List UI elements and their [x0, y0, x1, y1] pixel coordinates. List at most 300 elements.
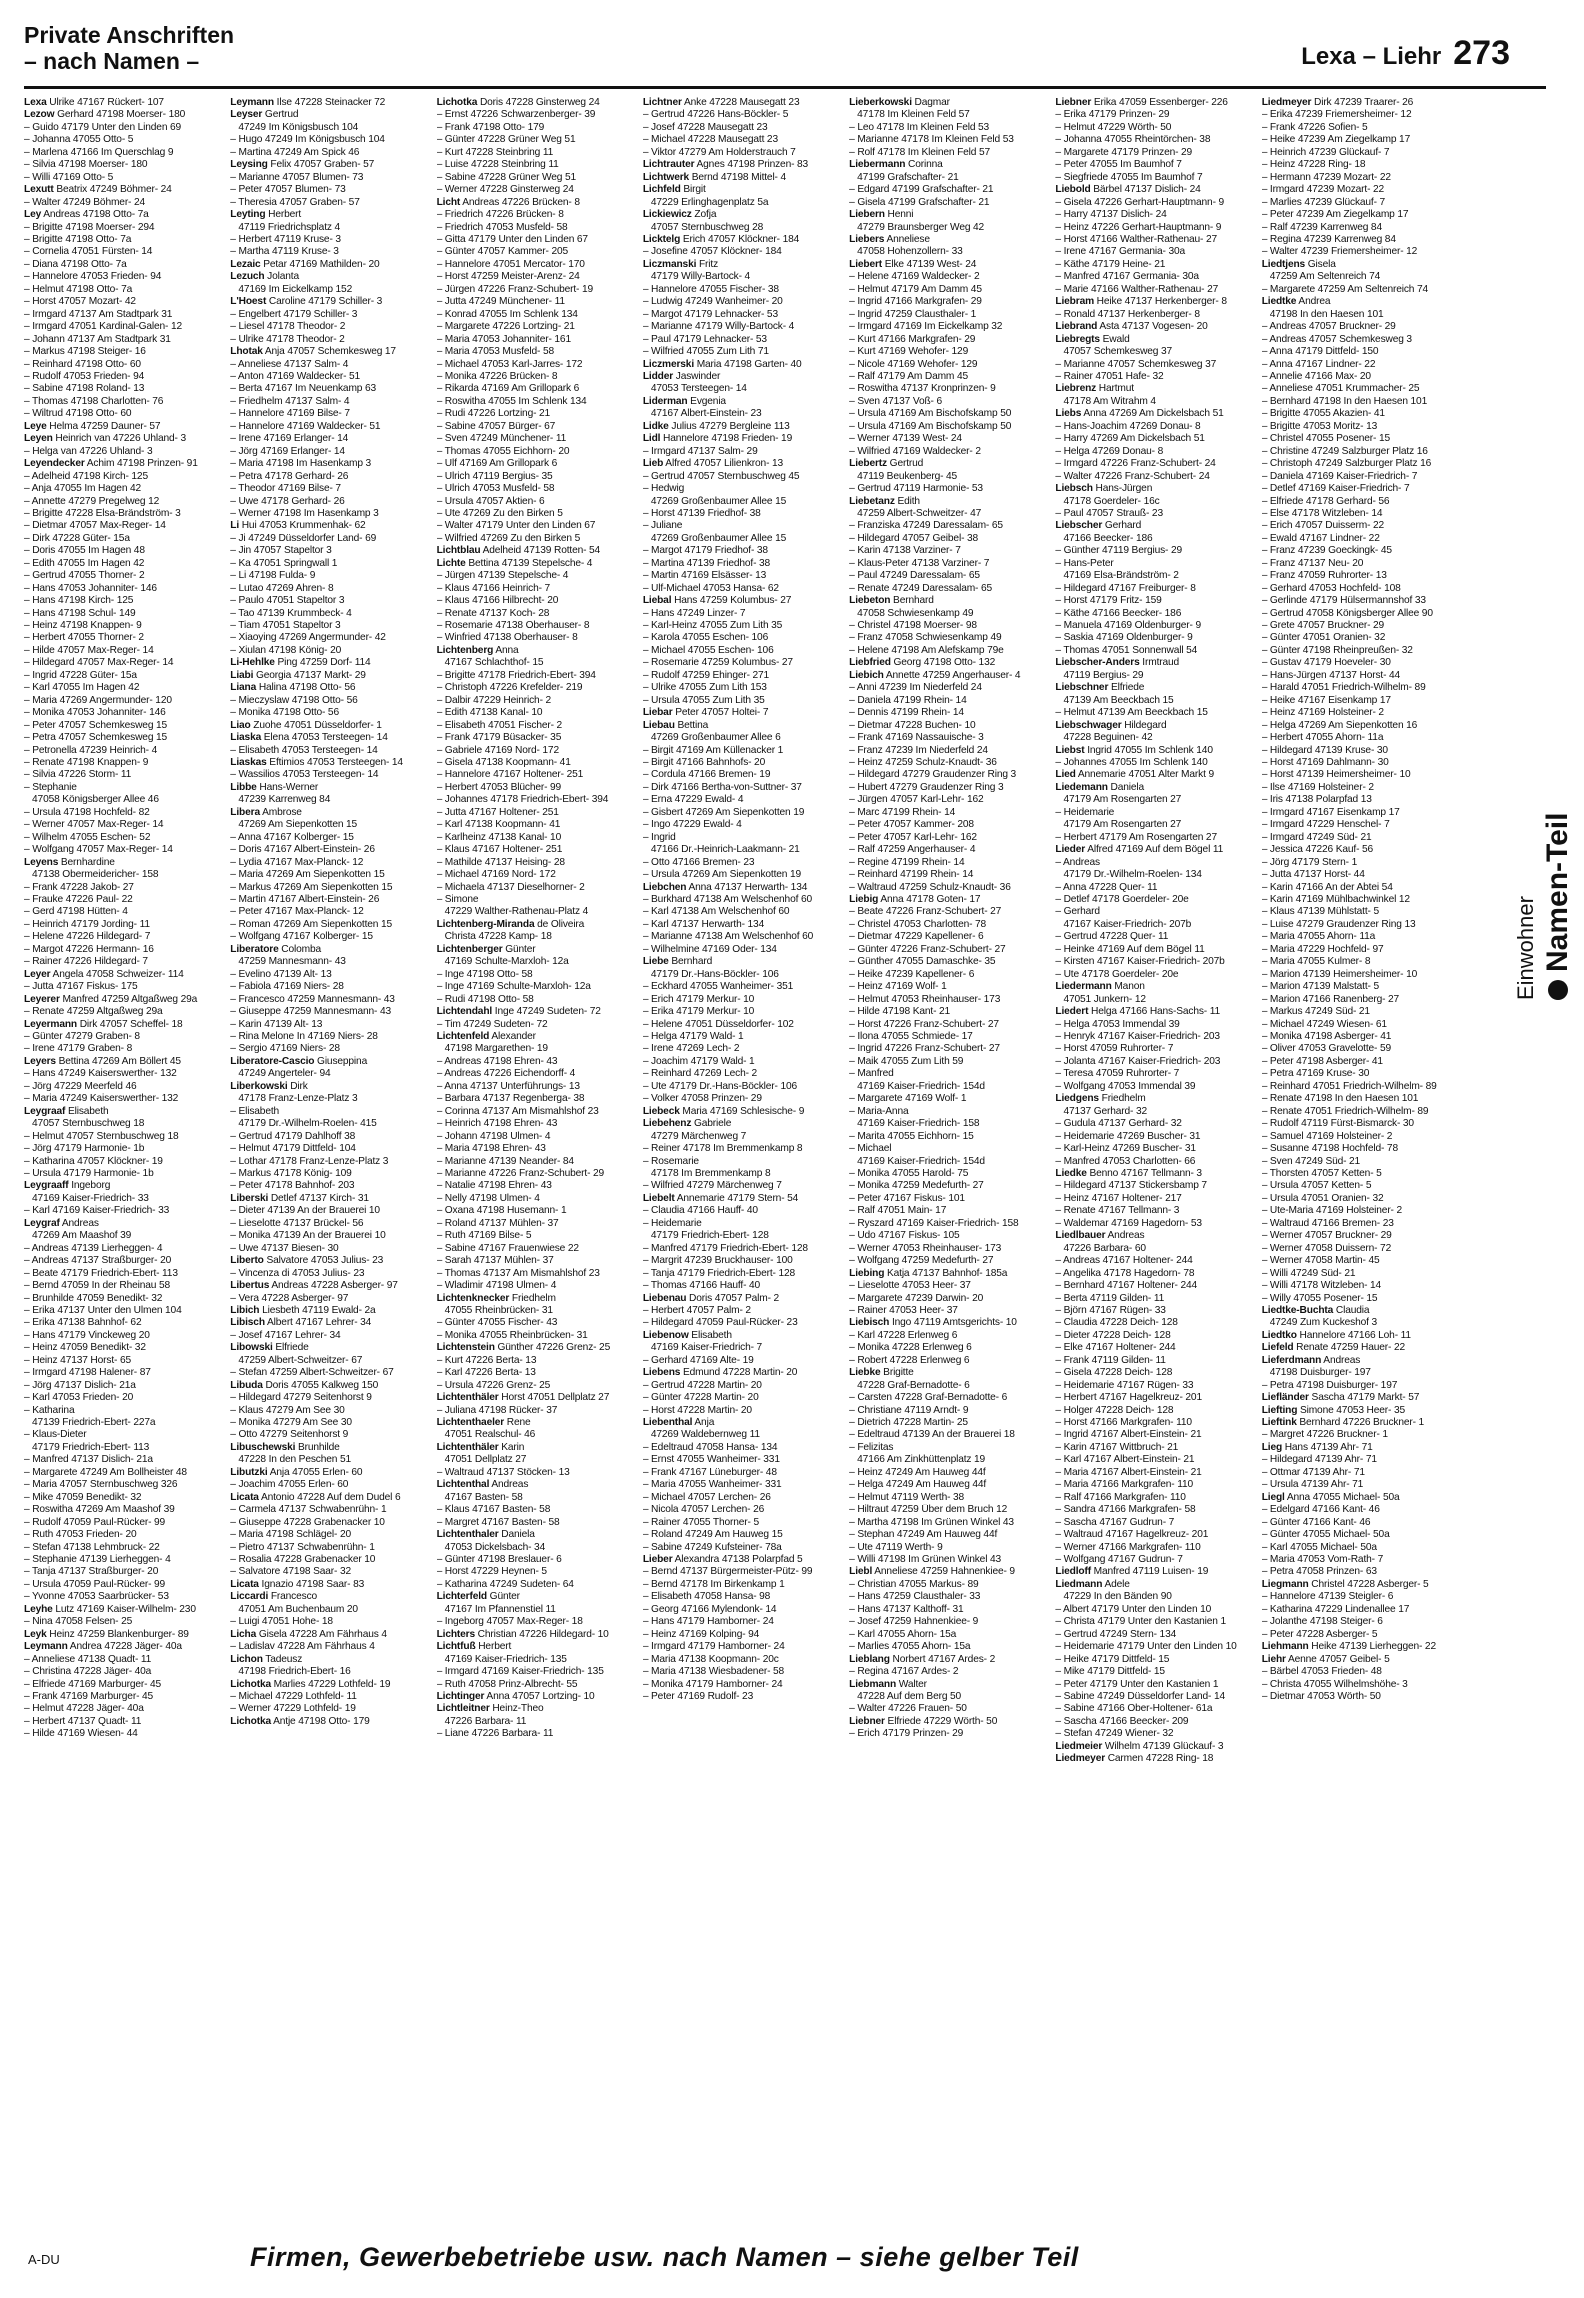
directory-entry: – Diana 47198 Otto- 7a: [24, 258, 127, 270]
directory-entry: – Waldemar 47169 Hagedorn- 53: [1055, 1217, 1202, 1229]
directory-entry: – Manfred: [849, 1068, 894, 1080]
directory-entry: – Andreas: [1055, 856, 1100, 868]
directory-entry: Liebscher Gerhard: [1055, 520, 1142, 532]
directory-entry: – Ursula 47198 Hochfeld- 82: [24, 806, 150, 818]
directory-entry: 47198 In den Haesen 101: [1261, 308, 1384, 320]
directory-entry: – Margret 47167 Basten- 58: [436, 1516, 560, 1528]
directory-entry: – Werner 47058 Martin- 45: [1261, 1255, 1380, 1267]
directory-entry: – Hilde 47057 Max-Reger- 14: [24, 644, 154, 656]
directory-entry: – Martin 47167 Albert-Einstein- 26: [230, 894, 380, 905]
directory-entry: – Monika 47228 Erlenweg 6: [849, 1342, 972, 1354]
directory-entry: Liebar Peter 47057 Holtei- 7: [642, 707, 769, 719]
directory-entry: Liebermann Corinna: [849, 159, 943, 171]
directory-entry: – Eckhard 47055 Wanheimer- 351: [642, 981, 794, 993]
directory-entry: – Else 47178 Witzleben- 14: [1261, 507, 1383, 519]
directory-entry: – Kurt 47226 Berta- 13: [436, 1354, 537, 1366]
side-tab-text: [1512, 813, 1576, 1000]
directory-entry: – Irene 47179 Graben- 8: [24, 1043, 133, 1055]
directory-entry: – Wladimir 47198 Ulmen- 4: [436, 1280, 557, 1292]
directory-entry: Liebregts Ewald: [1055, 333, 1130, 345]
directory-entry: – Uwe 47178 Gerhard- 26: [230, 495, 345, 507]
directory-entry: – Heinrich 47198 Ehren- 43: [436, 1118, 558, 1130]
directory-entry: – Ernst 47055 Wanheimer- 331: [642, 1454, 780, 1466]
directory-entry: 47138 Obermeidericher- 158: [24, 869, 159, 881]
directory-entry: Liebertz Gertrud: [849, 458, 924, 470]
directory-entry: – Karl 47228 Erlenweg 6: [849, 1329, 958, 1341]
directory-entry: – Kurt 47166 Markgrafen- 29: [849, 333, 976, 345]
directory-entry: – Maria 47269 Angermunder- 120: [24, 694, 172, 706]
directory-entry: – Gabriele 47169 Nord- 172: [436, 744, 559, 756]
directory-entry: – Manfred 47137 Dislich- 21a: [24, 1454, 153, 1466]
directory-entry: – Horst 47259 Meister-Arenz- 24: [436, 271, 580, 283]
directory-column-6: [1055, 97, 1253, 2235]
directory-entry: – Katharina 47229 Lindenallee 17: [1261, 1603, 1410, 1615]
directory-entry: – Hannelore 47055 Fischer- 38: [642, 283, 779, 295]
directory-entry: – Herbert 47179 Am Rosengarten 27: [1055, 831, 1217, 843]
directory-entry: – Edgard 47199 Grafschafter- 21: [849, 184, 994, 196]
directory-entry: – Hugo 47249 Im Königsbusch 104: [230, 134, 385, 146]
directory-entry: 47179 Dr.-Wilhelm-Roelen- 415: [230, 1118, 377, 1130]
directory-entry: – Karin 47169 Mühlbachwinkel 12: [1261, 894, 1410, 905]
directory-entry: – Helene 47169 Waldecker- 2: [849, 271, 980, 283]
directory-entry: – Christel 47198 Moerser- 98: [849, 620, 977, 632]
directory-entry: – Stefan 47259 Albert-Schweitzer- 67: [230, 1367, 394, 1379]
directory-entry: – Gertrud 47228 Martin- 20: [642, 1379, 762, 1391]
directory-entry: – Jutta 47249 Münchener- 11: [436, 296, 565, 308]
directory-entry: – Horst 47229 Heynen- 5: [436, 1566, 547, 1578]
directory-entry: – Katharina 47249 Sudeten- 64: [436, 1578, 574, 1590]
directory-entry: 47259 Albert-Schweitzer- 67: [230, 1354, 363, 1366]
directory-entry: – Karin 47167 Wittbruch- 21: [1055, 1441, 1179, 1453]
directory-entry: – Helga 47269 Am Siepenkotten 16: [1261, 719, 1418, 731]
side-tab-small-label: Einwohner: [1513, 896, 1538, 1000]
directory-entry: – Frank 47179 Büsacker- 35: [436, 732, 562, 744]
directory-entry: 47198 Friedrich-Ebert- 16: [230, 1666, 351, 1678]
directory-entry: 47053 Tersteegen- 14: [642, 383, 747, 395]
directory-entry: – Ingeborg 47057 Max-Reger- 18: [436, 1616, 583, 1628]
directory-entry: 47269 Am Maashof 39: [24, 1230, 132, 1242]
directory-entry: – Walter 47226 Frauen- 50: [849, 1703, 967, 1715]
directory-entry: Liczmerski Maria 47198 Garten- 40: [642, 358, 802, 370]
directory-entry: – Katharina 47057 Klöckner- 19: [24, 1155, 163, 1167]
directory-entry: – Helmut 47057 Sternbuschweg 18: [24, 1130, 179, 1142]
directory-entry: – Liane 47226 Barbara- 11: [436, 1728, 554, 1740]
directory-entry: Licht Andreas 47226 Brücken- 8: [436, 196, 580, 208]
directory-entry: – Lieselotte 47137 Brückel- 56: [230, 1217, 364, 1229]
directory-entry: – Michael 47229 Lothfeld- 11: [230, 1691, 357, 1702]
directory-entry: – Margrit 47239 Bruckhauser- 100: [642, 1255, 793, 1267]
directory-entry: – Albert 47179 Unter den Linden 10: [1055, 1603, 1212, 1615]
directory-entry: 47051 Am Buchenbaum 20: [230, 1603, 358, 1615]
directory-entry: Lichtner Anke 47228 Mausegatt 23: [642, 97, 800, 108]
directory-entry: Liebig Anna 47178 Goten- 17: [849, 894, 981, 905]
directory-entry: 47051 Dellplatz 27: [436, 1454, 527, 1466]
directory-entry: – Willy 47055 Posener- 15: [1261, 1292, 1378, 1304]
directory-entry: Lichtenthäler Karin: [436, 1441, 525, 1453]
directory-entry: – Luise 47279 Graudenzer Ring 13: [1261, 918, 1416, 930]
directory-entry: Libowski Elfriede: [230, 1342, 309, 1354]
directory-entry: – Hans 47198 Kirch- 125: [24, 595, 134, 607]
directory-entry: – Jutta 47167 Holtener- 251: [436, 806, 559, 818]
directory-entry: – Edeltraud 47139 An der Brauerei 18: [849, 1429, 1015, 1441]
directory-entry: Liebrand Asta 47137 Vogesen- 20: [1055, 321, 1208, 333]
directory-entry: – Thomas 47198 Charlotten- 76: [24, 395, 164, 407]
page-range-group: [1301, 34, 1510, 73]
directory-entry: 47166 Dr.-Heinrich-Laakmann- 21: [642, 844, 800, 856]
directory-entry: – Francesco 47259 Mannesmann- 43: [230, 993, 395, 1005]
directory-entry: – Maria 47138 Wiesbadener- 58: [642, 1666, 785, 1678]
directory-entry: Liebelt Annemarie 47179 Stern- 54: [642, 1192, 799, 1204]
footer-code: A-DU: [28, 2252, 60, 2267]
directory-entry: – Lutao 47269 Ahren- 8: [230, 582, 334, 594]
directory-entry: – Sascha 47167 Gudrun- 7: [1055, 1516, 1175, 1528]
directory-entry: 47169 Kaiser-Friedrich- 154d: [849, 1080, 985, 1092]
directory-entry: 47239 Karrenweg 84: [230, 794, 331, 806]
directory-entry: – Joachim 47179 Wald- 1: [642, 1055, 755, 1067]
directory-entry: – Heidemarie 47179 Unter den Linden 10: [1055, 1641, 1237, 1653]
directory-entry: – Günter 47198 Rheinpreußen- 32: [1261, 644, 1413, 656]
directory-entry: Liebner Erika 47059 Essenberger- 226: [1055, 97, 1228, 108]
directory-entry: – Rudolf 47059 Paul-Rücker- 99: [24, 1516, 166, 1528]
directory-entry: – Heike 47239 Kapellener- 6: [849, 968, 975, 980]
directory-entry: – Herbert 47055 Thorner- 2: [24, 632, 144, 644]
directory-entry: – Christoph 47249 Salzburger Platz 16: [1261, 458, 1432, 470]
directory-entry: 47169 Kaiser-Friedrich- 154d: [849, 1155, 985, 1167]
directory-entry: – Helmut 47229 Wörth- 50: [1055, 121, 1172, 133]
directory-entry: – Tao 47139 Krummbeck- 4: [230, 607, 352, 619]
directory-entry: 47178 Im Bremmenkamp 8: [642, 1167, 771, 1179]
directory-entry: – Maria 47053 Vom-Rath- 7: [1261, 1554, 1384, 1566]
directory-entry: – Lothar 47178 Franz-Lenze-Platz 3: [230, 1155, 389, 1167]
directory-entry: – Horst 47059 Ruhrorter- 7: [1055, 1043, 1174, 1055]
directory-entry: – Franz 47239 Im Niederfeld 24: [849, 744, 988, 756]
directory-entry: – Jörg 47179 Stern- 1: [1261, 856, 1358, 868]
directory-entry: – Horst 47139 Friedhof- 38: [642, 507, 761, 519]
directory-entry: 47169 Schulte-Marxloh- 12a: [436, 956, 569, 968]
directory-entry: – Monika 47179 Hamborner- 24: [642, 1678, 783, 1690]
directory-entry: Liberto Salvatore 47053 Julius- 23: [230, 1255, 384, 1267]
directory-entry: 47179 Am Rosengarten 27: [1055, 794, 1182, 806]
directory-entry: – Ursula 47057 Ketten- 5: [1261, 1180, 1372, 1192]
directory-entry: – Thomas 47137 Am Mismahlshof 23: [436, 1267, 600, 1279]
directory-entry: – Heidemarie: [642, 1217, 702, 1229]
directory-entry: – Roland 47249 Am Hauweg 15: [642, 1529, 783, 1541]
directory-entry: – Lydia 47167 Max-Planck- 12: [230, 856, 364, 868]
directory-entry: – Helmut 47139 Am Beeckbach 15: [1055, 707, 1208, 719]
directory-entry: – Brigitte 47053 Moritz- 13: [1261, 420, 1378, 432]
directory-entry: Liebram Heike 47137 Herkenberger- 8: [1055, 296, 1227, 308]
directory-entry: – Elke 47167 Holtener- 244: [1055, 1342, 1176, 1354]
directory-entry: – Stefan 47249 Wiener- 32: [1055, 1728, 1174, 1740]
directory-entry: – Evelino 47139 Alt- 13: [230, 968, 332, 980]
directory-entry: – Tanja 47137 Straßburger- 20: [24, 1566, 159, 1578]
directory-entry: – Regine 47199 Rhein- 14: [849, 856, 965, 868]
directory-entry: 47167 Albert-Einstein- 23: [642, 408, 762, 420]
name-range: Lexa – Liehr: [1301, 43, 1442, 70]
directory-entry: – Hannelore 47167 Holtener- 251: [436, 769, 584, 781]
directory-entry: Lezaic Petar 47169 Mathilden- 20: [230, 258, 380, 270]
directory-entry: 47228 In den Peschen 51: [230, 1454, 351, 1466]
directory-entry: – Claudia 47166 Hauff- 40: [642, 1205, 758, 1217]
directory-entry: Lieberkowski Dagmar: [849, 97, 950, 108]
directory-entry: – Herbert 47137 Quadt- 11: [24, 1715, 142, 1727]
directory-entry: – Maria 47167 Albert-Einstein- 21: [1055, 1466, 1202, 1478]
directory-entry: – Saskia 47169 Oldenburger- 9: [1055, 632, 1193, 644]
directory-entry: – Tim 47249 Sudeten- 72: [436, 1018, 548, 1030]
directory-entry: – Ka 47051 Springwall 1: [230, 557, 338, 569]
directory-entry: – Gitta 47179 Unter den Linden 67: [436, 233, 588, 245]
directory-entry: – Marion 47139 Heimersheimer- 10: [1261, 968, 1418, 980]
directory-entry: – Jürgen 47226 Franz-Schubert- 19: [436, 283, 594, 295]
directory-entry: Lickiewicz Zofja: [642, 209, 717, 221]
directory-entry: – Karin 47138 Varziner- 7: [849, 545, 961, 557]
directory-entry: Leyen Heinrich van 47226 Uhland- 3: [24, 433, 186, 445]
directory-entry: – Monika 47139 An der Brauerei 10: [230, 1230, 386, 1242]
directory-entry: – Maria 47166 Markgrafen- 110: [1055, 1479, 1194, 1491]
directory-entry: – Peter 47057 Kammer- 208: [849, 819, 974, 831]
directory-entry: Liebich Annette 47259 Angerhauser- 4: [849, 669, 1021, 681]
directory-entry: 47269 Waldebernweg 11: [642, 1429, 760, 1441]
directory-entry: Liedmann Adele: [1055, 1578, 1130, 1590]
directory-entry: Liedloff Manfred 47119 Luisen- 19: [1055, 1566, 1209, 1578]
directory-entry: – Werner 47228 Ginsterweg 24: [436, 184, 574, 196]
directory-entry: – Sabine 47249 Kufsteiner- 78a: [642, 1541, 782, 1553]
directory-entry: – Roman 47269 Am Siepenkotten 15: [230, 918, 392, 930]
directory-entry: – Dietmar 47053 Wörth- 50: [1261, 1691, 1381, 1702]
directory-entry: – Hans 47249 Kaiserswerther- 132: [24, 1068, 177, 1080]
directory-entry: 47179 Friedrich-Ebert- 113: [24, 1441, 150, 1453]
directory-entry: Lichotka Doris 47228 Ginsterweg 24: [436, 97, 600, 108]
directory-entry: – Gertrud 47228 Quer- 11: [1055, 931, 1169, 943]
directory-entry: – Günther 47055 Damaschke- 35: [849, 956, 996, 968]
directory-entry: – Heike 47167 Eisenkamp 17: [1261, 694, 1391, 706]
directory-entry: – Mike 47059 Benedikt- 32: [24, 1491, 142, 1503]
directory-entry: – Peter 47167 Fiskus- 101: [849, 1192, 965, 1204]
directory-entry: – Ralf 47179 Am Damm 45: [849, 370, 968, 382]
directory-entry: Liegmann Christel 47228 Asberger- 5: [1261, 1578, 1429, 1590]
directory-entry: – Pietro 47137 Schwabenrühn- 1: [230, 1541, 375, 1553]
directory-entry: – Peter 47178 Bahnhof- 203: [230, 1180, 355, 1192]
directory-entry: – Li 47198 Fulda- 9: [230, 570, 316, 582]
directory-entry: – Johanna 47055 Otto- 5: [24, 134, 134, 146]
directory-entry: Lieferdmann Andreas: [1261, 1354, 1361, 1366]
directory-entry: – Corinna 47137 Am Mismahlshof 23: [436, 1105, 599, 1117]
directory-entry: – Maria 47055 Kulmer- 8: [1261, 956, 1371, 968]
directory-entry: – Georg 47166 Mylendonk- 14: [642, 1603, 777, 1615]
side-tab-big-label-row: [1540, 813, 1576, 1000]
directory-entry: – Friedrich 47053 Musfeld- 58: [436, 221, 568, 233]
directory-column-4: [643, 97, 841, 2235]
directory-entry: – Sabine 47166 Ober-Holtener- 61a: [1055, 1703, 1213, 1715]
directory-entry: 47259 Albert-Schweitzer- 47: [849, 507, 982, 519]
directory-entry: – Jessica 47226 Kauf- 56: [1261, 844, 1374, 856]
directory-entry: – Helmut 47228 Jäger- 40a: [24, 1703, 144, 1715]
directory-entry: – Joachim 47055 Erlen- 60: [230, 1479, 349, 1491]
directory-entry: – Waltraud 47166 Bremen- 23: [1261, 1217, 1394, 1229]
directory-entry: 47179 Dr.-Hans-Böckler- 106: [642, 968, 779, 980]
directory-entry: – Berta 47119 Gilden- 11: [1055, 1292, 1165, 1304]
directory-entry: Liebeck Maria 47169 Schlesische- 9: [642, 1105, 805, 1117]
directory-entry: Ley Andreas 47198 Otto- 7a: [24, 209, 149, 221]
directory-entry: – Nicole 47169 Wehofer- 129: [849, 358, 978, 370]
directory-entry: – Rikarda 47169 Am Grillopark 6: [436, 383, 580, 395]
directory-entry: – Michael 47055 Eschen- 106: [642, 644, 774, 656]
directory-entry: – Ludwig 47249 Wanheimer- 20: [642, 296, 783, 308]
directory-entry: – Margarete 47169 Wolf- 1: [849, 1093, 967, 1105]
directory-entry: – Margret 47226 Bruckner- 1: [1261, 1429, 1388, 1441]
directory-entry: – Thomas 47051 Sonnenwall 54: [1055, 644, 1198, 656]
directory-entry: – Rina Melone In 47169 Niers- 28: [230, 1030, 378, 1042]
directory-entry: – Luise 47228 Steinbring 11: [436, 159, 559, 171]
directory-entry: – Susanne 47198 Hochfeld- 78: [1261, 1143, 1398, 1155]
directory-entry: – Maria 47198 Schlägel- 20: [230, 1529, 351, 1541]
directory-entry: – Christa 47055 Wilhelmshöhe- 3: [1261, 1678, 1408, 1690]
directory-entry: Lieg Hans 47139 Ahr- 71: [1261, 1441, 1373, 1453]
directory-entry: Lieder Alfred 47169 Auf dem Bögel 11: [1055, 844, 1224, 856]
directory-entry: – Klaus-Dieter: [24, 1429, 87, 1441]
directory-entry: – Stephanie: [24, 781, 77, 793]
directory-entry: Leyendecker Achim 47198 Prinzen- 91: [24, 458, 198, 470]
directory-entry: – Ute 47119 Werth- 9: [849, 1541, 943, 1553]
directory-entry: – Horst 47139 Heimersheimer- 10: [1261, 769, 1411, 781]
directory-entry: – Jolanta 47167 Kaiser-Friedrich- 203: [1055, 1055, 1221, 1067]
directory-entry: Lichtendahl Inge 47249 Sudeten- 72: [436, 1006, 601, 1018]
directory-entry: – Frank 47228 Jakob- 27: [24, 881, 134, 893]
directory-entry: 47179 Dr.-Wilhelm-Roelen- 134: [1055, 869, 1202, 881]
directory-entry: – Heike 47179 Dittfeld- 15: [1055, 1653, 1170, 1665]
directory-entry: – Heinrich 47179 Jording- 11: [24, 918, 150, 930]
directory-entry: – Horst 47057 Mozart- 42: [24, 296, 136, 308]
directory-entry: – Carsten 47228 Graf-Bernadotte- 6: [849, 1392, 1008, 1404]
directory-entry: – Gudula 47137 Gerhard- 32: [1055, 1118, 1182, 1130]
side-tab-big-label: Namen-Teil: [1541, 812, 1574, 972]
directory-entry: – Karl 47138 Am Welschenhof 60: [642, 906, 790, 918]
directory-entry: Liedmeyer Dirk 47239 Traarer- 26: [1261, 97, 1414, 108]
directory-entry: Liebrenz Hartmut: [1055, 383, 1134, 395]
directory-entry: – Franz 47058 Schwiesenkamp 49: [849, 632, 1002, 644]
directory-entry: Liedtke-Buchta Claudia: [1261, 1304, 1370, 1316]
directory-entry: – Herbert 47053 Blücher- 99: [436, 781, 562, 793]
directory-entry: – Ute 47178 Goerdeler- 20e: [1055, 968, 1179, 980]
directory-entry: – Björn 47167 Rügen- 33: [1055, 1304, 1166, 1316]
directory-entry: – Maria 47057 Sternbuschweg 326: [24, 1479, 178, 1491]
directory-entry: – Birgit 47166 Bahnhofs- 20: [642, 757, 766, 769]
directory-entry: – Ursula 47169 Am Bischofskamp 50: [849, 420, 1012, 432]
directory-entry: – Michael 47169 Nord- 172: [436, 869, 556, 881]
directory-entry: 47169 Kaiser-Friedrich- 135: [436, 1653, 567, 1665]
directory-entry: – Xiaoying 47269 Angermunder- 42: [230, 632, 386, 644]
directory-entry: Leyser Gertrud: [230, 109, 299, 121]
directory-entry: – Gerhard 47169 Alte- 19: [642, 1354, 754, 1366]
directory-entry: – Ursula 47055 Zum Lith 35: [642, 694, 765, 706]
directory-entry: – Willi 47169 Otto- 5: [24, 171, 114, 183]
directory-entry: Lhotak Anja 47057 Schemkesweg 17: [230, 346, 396, 358]
directory-entry: Liberatore-Cascio Giuseppina: [230, 1055, 368, 1067]
directory-entry: – Hans-Joachim 47269 Donau- 8: [1055, 420, 1201, 432]
directory-entry: Lichte Bettina 47139 Stepelsche- 4: [436, 557, 593, 569]
directory-entry: 47228 Beguinen- 42: [1055, 732, 1153, 744]
directory-entry: 47259 Mannesmann- 43: [230, 956, 346, 968]
directory-entry: – Teresa 47059 Ruhrorter- 7: [1055, 1068, 1180, 1080]
directory-entry: – Martha 47198 Im Grünen Winkel 43: [849, 1516, 1014, 1528]
directory-entry: 47169 Im Eickelkamp 152: [230, 283, 353, 295]
directory-entry: – Anni 47239 Im Niederfeld 24: [849, 682, 982, 694]
directory-entry: – Erich 47179 Prinzen- 29: [849, 1728, 964, 1740]
directory-entry: – Roland 47137 Mühlen- 37: [436, 1217, 559, 1229]
directory-entry: – Salvatore 47198 Saar- 32: [230, 1566, 351, 1578]
directory-entry: – Monika 47055 Rheinbrücken- 31: [436, 1329, 588, 1341]
directory-entry: 47057 Sternbuschweg 28: [642, 221, 764, 233]
directory-entry: – Marc 47199 Rhein- 14: [849, 806, 956, 818]
directory-entry: – Ralf 47051 Main- 17: [849, 1205, 947, 1217]
page-header: [0, 0, 1584, 86]
directory-entry: – Wilfried 47269 Zu den Birken 5: [436, 532, 581, 544]
directory-entry: – Ursula 47269 Am Siepenkotten 19: [642, 869, 802, 881]
directory-entry: – Thomas 47166 Hauff- 40: [642, 1280, 761, 1292]
directory-entry: Liberkowski Dirk: [230, 1080, 308, 1092]
directory-entry: – Beate 47179 Friedrich-Ebert- 113: [24, 1267, 178, 1279]
side-tab: [1506, 700, 1580, 1000]
directory-entry: – Helmut 47198 Otto- 7a: [24, 283, 133, 295]
directory-entry: Liedgens Friedhelm: [1055, 1093, 1146, 1105]
directory-entry: – Ursula 47051 Oranien- 32: [1261, 1192, 1384, 1204]
directory-entry: 47198 Duisburger- 197: [1261, 1367, 1371, 1379]
directory-entry: Lezow Gerhard 47198 Moerser- 180: [24, 109, 186, 121]
directory-entry: Liebens Edmund 47228 Martin- 20: [642, 1367, 798, 1379]
directory-entry: – Holger 47228 Deich- 128: [1055, 1404, 1174, 1416]
directory-entry: – Edeltraud 47058 Hansa- 134: [642, 1441, 778, 1453]
directory-entry: – Dietrich 47228 Martin- 25: [849, 1417, 968, 1429]
directory-entry: 47051 Realschul- 46: [436, 1429, 536, 1441]
directory-entry: 47269 Großenbaumer Allee 15: [642, 532, 787, 544]
directory-entry: – Gerhard: [1055, 906, 1100, 918]
directory-entry: – Elisabeth 47051 Fischer- 2: [436, 719, 563, 731]
directory-entry: Liebetanz Edith: [849, 495, 920, 507]
directory-entry: – Klaus 47167 Holtener- 251: [436, 844, 563, 856]
directory-entry: – Hildegard 47279 Seitenhorst 9: [230, 1392, 372, 1404]
directory-entry: – Josefine 47057 Klöckner- 184: [642, 246, 782, 258]
directory-entry: 47178 Franz-Lenze-Platz 3: [230, 1093, 358, 1105]
bullet-icon: [1548, 980, 1568, 1000]
directory-entry: – Heinz 47169 Wolf- 1: [849, 981, 947, 993]
directory-entry: – Hans 47179 Hamborner- 24: [642, 1616, 774, 1628]
directory-entry: – Wilfried 47169 Waldecker- 2: [849, 445, 981, 457]
directory-entry: Lichtenknecker Friedhelm: [436, 1292, 556, 1304]
directory-entry: – Friedrich 47226 Brücken- 8: [436, 209, 564, 221]
directory-entry: Liabi Georgia 47137 Markt- 29: [230, 669, 366, 681]
directory-entry: – Anna 47167 Kolberger- 15: [230, 831, 354, 843]
directory-entry: – Werner 47053 Rheinhauser- 173: [849, 1242, 1002, 1254]
directory-entry: – Ursula 47169 Am Bischofskamp 50: [849, 408, 1012, 420]
directory-entry: – Hannelore 47139 Steigler- 6: [1261, 1591, 1394, 1603]
directory-entry: – Heinz 47198 Knappen- 9: [24, 620, 142, 632]
directory-entry: – Frauke 47226 Paul- 22: [24, 894, 133, 905]
directory-entry: – Marianne 47138 Am Welschenhof 60: [642, 931, 814, 943]
directory-entry: – Annelie 47166 Max- 20: [1261, 370, 1371, 382]
directory-entry: 47167 Im Pfannenstiel 11: [436, 1603, 556, 1615]
directory-entry: – Waltraud 47137 Stöcken- 13: [436, 1466, 570, 1478]
directory-entry: – Marita 47055 Eichhorn- 15: [849, 1130, 974, 1142]
directory-entry: – Marianne 47226 Franz-Schubert- 29: [436, 1167, 605, 1179]
directory-entry: – Ingrid 47167 Albert-Einstein- 21: [1055, 1429, 1202, 1441]
directory-entry: – Robert 47228 Erlenweg 6: [849, 1354, 970, 1366]
directory-entry: – Gerd 47198 Hütten- 4: [24, 906, 128, 918]
directory-entry: – Heike 47239 Am Ziegelkamp 17: [1261, 134, 1411, 146]
directory-entry: – Maria 47053 Johanniter- 161: [436, 333, 571, 345]
directory-entry: Lichon Tadeusz: [230, 1653, 303, 1665]
directory-entry: – Wolfgang 47167 Kolberger- 15: [230, 931, 373, 943]
directory-entry: – Hans 47053 Johanniter- 146: [24, 582, 157, 594]
